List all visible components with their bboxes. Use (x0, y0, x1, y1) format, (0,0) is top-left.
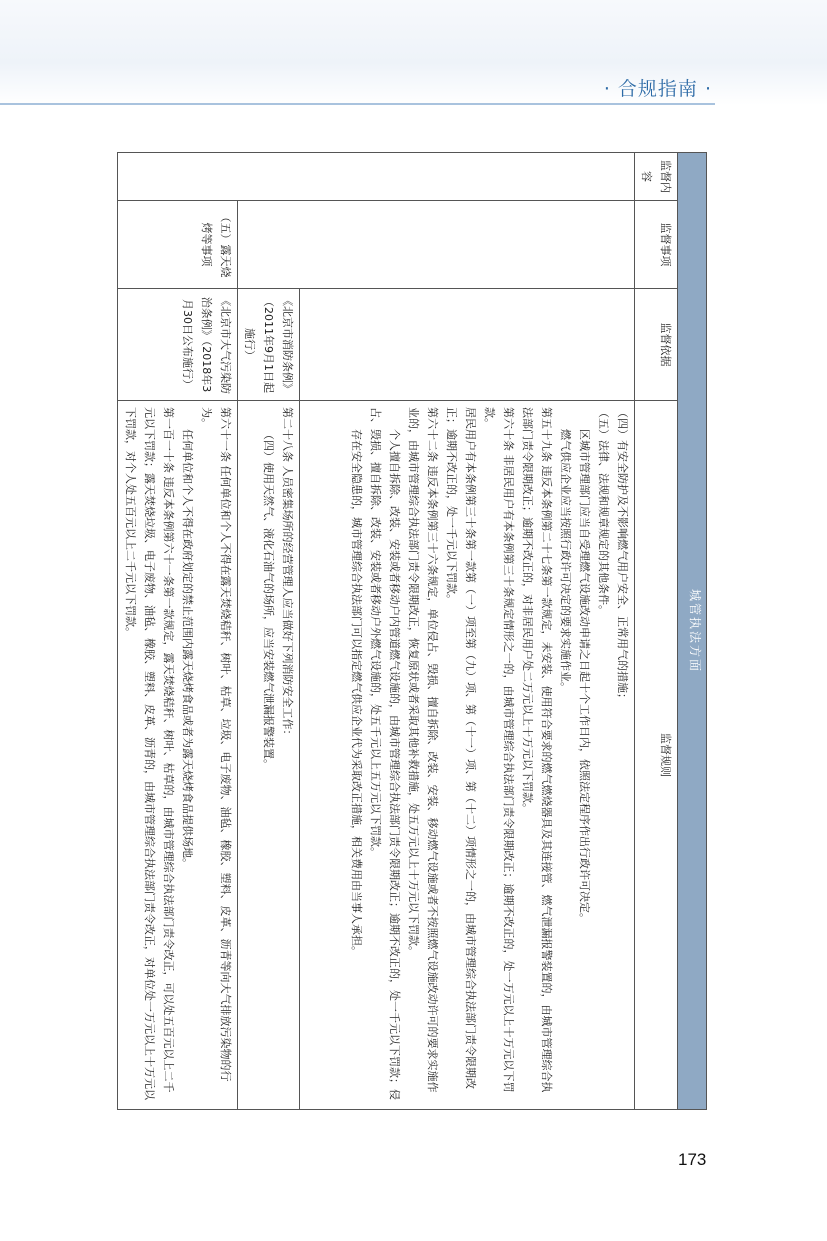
rule-paragraph: 第一百一十条 违反本条例第六十一条第一款规定，露天焚烧秸秆、树叶、枯草的，由城市管理综合执法部门责令改正，可以处五百元以上二千元以下罚款；露天焚烧垃圾、电子废物、油毡、橡胶、塑料、皮革、沥青的，由城市管理综合执法部门责令改正，对单位处一万元以上十万元以下罚款，对个人处五百元以上二千元以下罚款。 (124, 407, 175, 1100)
content-cell (118, 153, 635, 201)
item-cell (238, 201, 635, 289)
rule-paragraph: （四）使用天然气、液化石油气的场所，应当安装燃气泄漏报警装置。 (262, 429, 275, 770)
basis-cell: 《北京市大气污染防治条例》（2018年3月30日公布施行） (118, 289, 238, 401)
rule-paragraph: 第二十八条 人员密集场所的经营管理人应当做好下列消防安全工作： (281, 407, 294, 741)
supervision-table (117, 152, 707, 1110)
basis-cell (300, 289, 635, 401)
rule-paragraph: 个人擅自拆除、改装、安装或者移动户内管道燃气设施的，由城市管理综合执法部门责令限期改正；逾期不改正的，处一千元以下罚款；侵占、毁损、擅自拆除、改装、安装或者移动户外燃气设施的，处五千元以上五万元以下罚款。 (369, 407, 401, 1100)
column-header-item: 监督事项 (635, 201, 678, 289)
table-row (300, 153, 635, 1110)
header-divider (0, 103, 715, 105)
rule-paragraph: 任何单位和个人不得在政府划定的禁止范围内露天烧烤食品或者为露天烧烤食品提供场地。 (181, 429, 194, 869)
rule-paragraph: （四）有安全防护及不影响燃气用户安全、正常用气的措施； (616, 407, 629, 704)
page-number: 173 (678, 1150, 707, 1169)
rotated-table-container (117, 152, 707, 1110)
rule-paragraph: （五）法律、法规和规章规定的其他条件。 (597, 407, 610, 616)
table-row (238, 153, 300, 1110)
rules-cell (238, 401, 300, 1110)
rule-paragraph: 存在安全隐患的，城市管理综合执法部门可以指定燃气供应企业代为采取改正措施，相关费用由当事人承担。 (350, 429, 363, 957)
rule-paragraph: 第六十条 非居民用户有本条例第三十条规定情形之一的，由城市管理综合执法部门责令限期改正；逾期不改正的，处一万元以上十万元以下罚款。 (483, 407, 515, 1093)
rule-paragraph: 第五十九条 违反本条例第二十七条第一款规定，未安装、使用符合要求的燃气燃烧器具及其连接管、燃气泄漏报警装置的，由城市管理综合执法部门责令限期改正；逾期不改正的，对非居民用户处二万元以上十万元以下罚款。 (521, 407, 553, 1093)
rules-cell (118, 401, 238, 1110)
rule-paragraph: 燃气供应企业应当按照行政许可决定的要求实施作业。 (559, 429, 572, 693)
table-row (118, 153, 238, 1110)
page-header (0, 0, 827, 105)
table-band-title: 城管执法方面 (678, 153, 707, 1110)
rule-paragraph: 居民用户有本条例第三十条第一款第（一）项至第（九）项、第（十一）项、第（十二）项情形之一的，由城市管理综合执法部门责令限期改正；逾期不改正的，处一千元以下罚款。 (445, 407, 477, 1089)
column-header-basis: 监督依据 (635, 289, 678, 401)
rules-cell (300, 401, 635, 1110)
rule-paragraph: 第六十二条 违反本条例第三十六条规定，单位侵占、毁损、擅自拆除、改装、安装、移动燃气设施或者不按照燃气设施改动许可的要求实施作业的，由城市管理综合执法部门责令限期改正，恢复原状或者采取其他补救措施，处五万元以上十万元以下罚款。 (407, 407, 439, 1093)
basis-cell: 《北京市消防条例》（2011年9月1日起施行） (238, 289, 300, 401)
rotated-table (117, 152, 707, 1110)
column-header-content: 监督内容 (635, 153, 678, 201)
item-cell: （五）露天烧烤等事项 (118, 201, 238, 289)
header-title: · 合规指南 · (603, 78, 712, 100)
column-header-rules: 监督规则 (635, 401, 678, 1110)
rule-paragraph: 区城市管理部门应当自受理燃气设施改动申请之日起十个工作日内，依照法定程序作出行政许可决定。 (578, 429, 591, 924)
rule-paragraph: 第六十一条 任何单位和个人不得在露天焚烧秸秆、树叶、枯草、垃圾、电子废物、油毡、橡胶、塑料、皮革、沥青等向大气排放污染物的行为。 (200, 407, 232, 1082)
